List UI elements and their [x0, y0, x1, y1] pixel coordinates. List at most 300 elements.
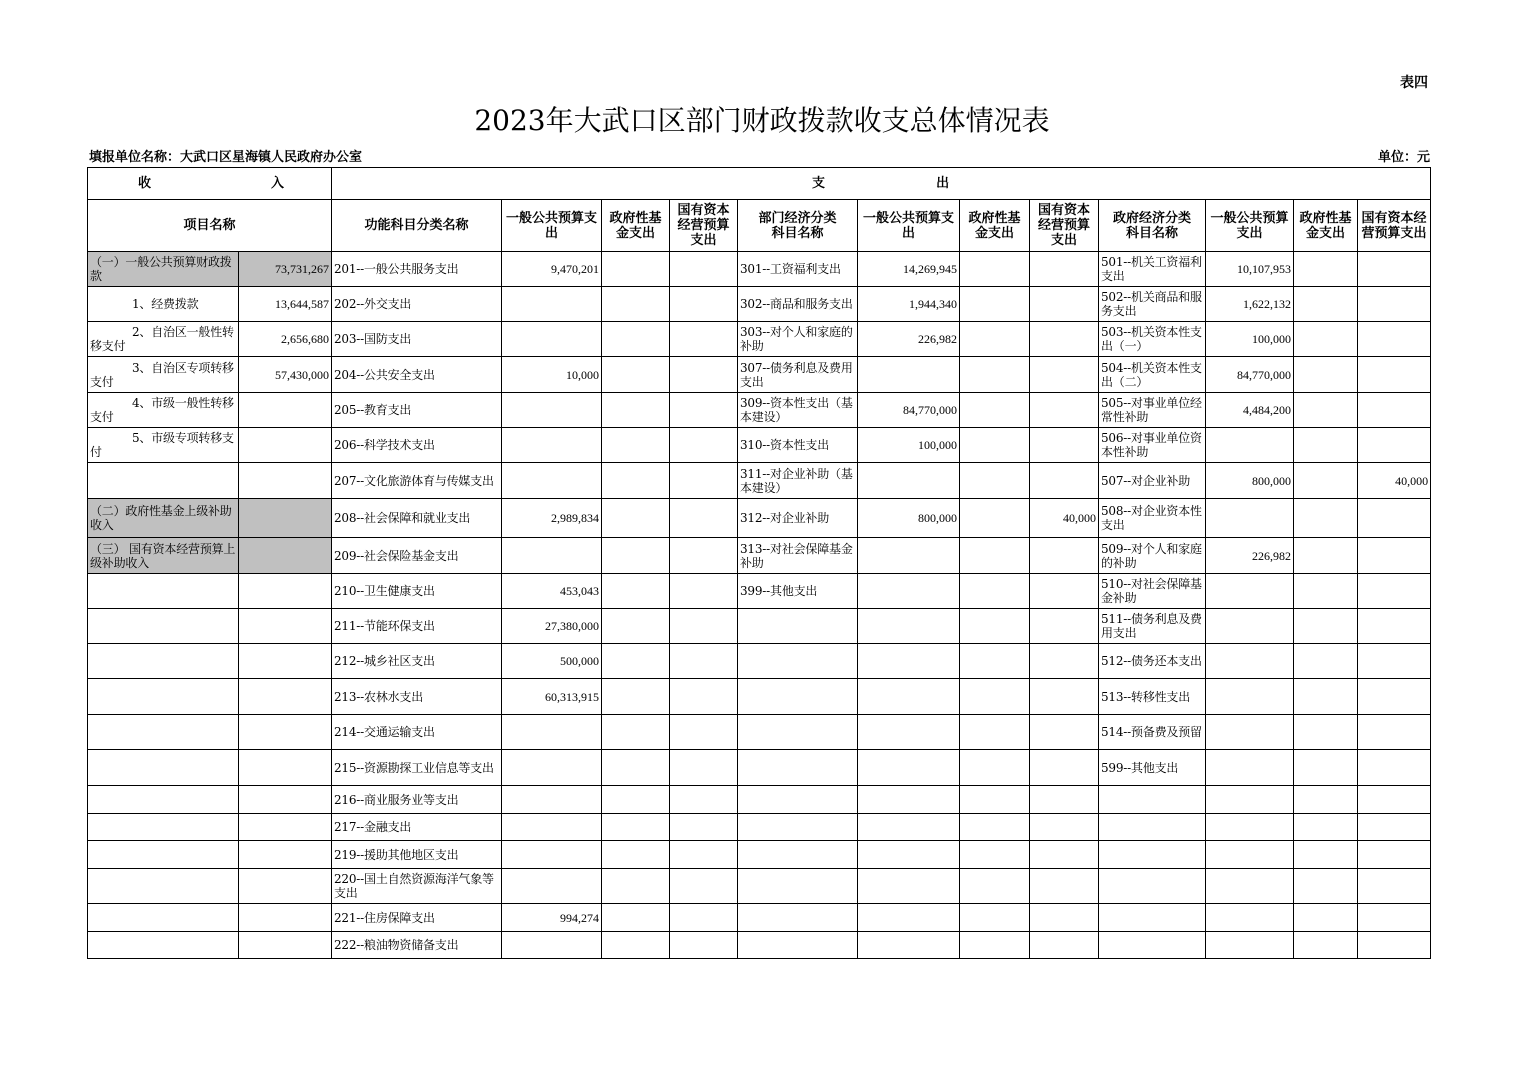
function-soe-budget — [670, 932, 738, 959]
expense-header-char: 支 — [812, 175, 826, 191]
income-item-name — [88, 463, 239, 499]
income-amount — [239, 904, 332, 932]
function-category-name: 201--一般公共服务支出 — [332, 252, 502, 287]
function-general-budget: 27,380,000 — [502, 609, 602, 644]
header-row-columns — [88, 200, 1431, 252]
function-category-name: 212--城乡社区支出 — [332, 644, 502, 679]
expense-header-char: 出 — [936, 175, 950, 191]
income-amount — [239, 499, 332, 538]
function-general-budget — [502, 287, 602, 322]
gov-econ-category-name: 501--机关工资福利支出 — [1099, 252, 1206, 287]
function-general-budget — [502, 786, 602, 814]
col-header-function-general-budget: 一般公共预算支出 — [502, 200, 602, 252]
function-general-budget — [502, 869, 602, 904]
dept-soe-budget — [1030, 932, 1099, 959]
gov-econ-category-name: 505--对事业单位经常性补助 — [1099, 393, 1206, 428]
income-item-name: 1、经费拨款 — [88, 287, 239, 322]
function-gov-fund — [602, 463, 670, 499]
dept-soe-budget — [1030, 538, 1099, 574]
dept-general-budget — [858, 574, 960, 609]
income-item-name — [88, 574, 239, 609]
col-header-dept-general-budget: 一般公共预算支出 — [858, 200, 960, 252]
gov-gov-fund — [1294, 679, 1358, 715]
gov-soe-budget — [1358, 904, 1431, 932]
gov-gov-fund — [1294, 715, 1358, 750]
income-item-name: 4、市级一般性转移支付 — [88, 393, 239, 428]
income-amount — [239, 428, 332, 463]
table-row — [88, 786, 1431, 814]
gov-gov-fund — [1294, 428, 1358, 463]
function-gov-fund — [602, 841, 670, 869]
function-gov-fund — [602, 428, 670, 463]
gov-soe-budget — [1358, 814, 1431, 841]
dept-econ-category-name — [738, 679, 858, 715]
function-category-name: 204--公共安全支出 — [332, 357, 502, 393]
col-header-item-name: 项目名称 — [88, 200, 332, 252]
reporting-unit-name: 填报单位名称：大武口区星海镇人民政府办公室 — [89, 150, 363, 165]
table-row — [88, 393, 1431, 428]
dept-general-budget: 84,770,000 — [858, 393, 960, 428]
gov-econ-category-name: 506--对事业单位资本性补助 — [1099, 428, 1206, 463]
function-general-budget — [502, 841, 602, 869]
function-general-budget: 60,313,915 — [502, 679, 602, 715]
gov-general-budget: 226,982 — [1206, 538, 1294, 574]
function-soe-budget — [670, 538, 738, 574]
table-row — [88, 750, 1431, 786]
gov-econ-category-name: 513--转移性支出 — [1099, 679, 1206, 715]
income-amount: 57,430,000 — [239, 357, 332, 393]
function-soe-budget — [670, 463, 738, 499]
gov-general-budget — [1206, 786, 1294, 814]
table-row — [88, 322, 1431, 357]
dept-general-budget — [858, 869, 960, 904]
income-item-name: （一）一般公共预算财政拨款 — [88, 252, 239, 287]
dept-soe-budget — [1030, 252, 1099, 287]
table-row — [88, 252, 1431, 287]
dept-gov-fund — [960, 463, 1030, 499]
gov-gov-fund — [1294, 463, 1358, 499]
dept-general-budget — [858, 715, 960, 750]
income-item-name: 5、市级专项转移支付 — [88, 428, 239, 463]
dept-gov-fund — [960, 428, 1030, 463]
gov-general-budget: 800,000 — [1206, 463, 1294, 499]
income-amount — [239, 869, 332, 904]
dept-gov-fund — [960, 538, 1030, 574]
function-gov-fund — [602, 869, 670, 904]
function-general-budget: 994,274 — [502, 904, 602, 932]
gov-soe-budget — [1358, 252, 1431, 287]
function-soe-budget — [670, 322, 738, 357]
income-header-char: 收 — [138, 175, 152, 191]
function-gov-fund — [602, 574, 670, 609]
gov-econ-category-name: 511--债务利息及费用支出 — [1099, 609, 1206, 644]
income-item-name — [88, 679, 239, 715]
function-soe-budget — [670, 393, 738, 428]
dept-econ-category-name: 313--对社会保障基金补助 — [738, 538, 858, 574]
income-amount: 13,644,587 — [239, 287, 332, 322]
function-category-name: 217--金融支出 — [332, 814, 502, 841]
gov-soe-budget — [1358, 538, 1431, 574]
function-gov-fund — [602, 750, 670, 786]
table-row — [88, 287, 1431, 322]
table-row — [88, 574, 1431, 609]
currency-unit-label: 单位：元 — [1377, 150, 1430, 165]
income-amount — [239, 538, 332, 574]
gov-soe-budget — [1358, 932, 1431, 959]
dept-econ-category-name — [738, 786, 858, 814]
table-row — [88, 499, 1431, 538]
income-item-name — [88, 609, 239, 644]
dept-gov-fund — [960, 644, 1030, 679]
function-gov-fund — [602, 322, 670, 357]
function-gov-fund — [602, 814, 670, 841]
col-header-function-gov-fund: 政府性基金支出 — [602, 200, 670, 252]
gov-soe-budget — [1358, 428, 1431, 463]
dept-gov-fund — [960, 841, 1030, 869]
dept-gov-fund — [960, 786, 1030, 814]
function-soe-budget — [670, 609, 738, 644]
gov-gov-fund — [1294, 393, 1358, 428]
income-amount — [239, 715, 332, 750]
dept-general-budget: 226,982 — [858, 322, 960, 357]
gov-gov-fund — [1294, 644, 1358, 679]
dept-econ-category-name: 302--商品和服务支出 — [738, 287, 858, 322]
gov-gov-fund — [1294, 538, 1358, 574]
gov-gov-fund — [1294, 252, 1358, 287]
dept-soe-budget — [1030, 393, 1099, 428]
dept-soe-budget — [1030, 814, 1099, 841]
table-row — [88, 932, 1431, 959]
dept-general-budget — [858, 679, 960, 715]
col-header-dept-econ-category: 部门经济分类 科目名称 — [738, 200, 858, 252]
expense-section-header — [332, 168, 1431, 200]
gov-econ-category-name — [1099, 841, 1206, 869]
function-category-name: 208--社会保障和就业支出 — [332, 499, 502, 538]
dept-soe-budget — [1030, 679, 1099, 715]
gov-soe-budget — [1358, 499, 1431, 538]
function-category-name: 203--国防支出 — [332, 322, 502, 357]
dept-soe-budget — [1030, 322, 1099, 357]
header-row-sections — [88, 168, 1431, 200]
gov-gov-fund — [1294, 609, 1358, 644]
function-category-name: 213--农林水支出 — [332, 679, 502, 715]
gov-soe-budget — [1358, 322, 1431, 357]
dept-soe-budget — [1030, 644, 1099, 679]
col-header-dept-gov-fund: 政府性基金支出 — [960, 200, 1030, 252]
budget-table — [87, 167, 1431, 959]
gov-gov-fund — [1294, 287, 1358, 322]
dept-econ-category-name: 309--资本性支出（基本建设） — [738, 393, 858, 428]
dept-gov-fund — [960, 869, 1030, 904]
table-row — [88, 428, 1431, 463]
function-general-budget: 2,989,834 — [502, 499, 602, 538]
dept-econ-category-name — [738, 869, 858, 904]
gov-gov-fund — [1294, 869, 1358, 904]
gov-soe-budget — [1358, 609, 1431, 644]
gov-soe-budget — [1358, 750, 1431, 786]
function-general-budget — [502, 715, 602, 750]
function-soe-budget — [670, 252, 738, 287]
table-row — [88, 814, 1431, 841]
income-item-name: 2、自治区一般性转移支付 — [88, 322, 239, 357]
gov-gov-fund — [1294, 499, 1358, 538]
function-category-name: 210--卫生健康支出 — [332, 574, 502, 609]
dept-econ-category-name — [738, 841, 858, 869]
function-gov-fund — [602, 357, 670, 393]
dept-gov-fund — [960, 715, 1030, 750]
table-number-label: 表四 — [1400, 75, 1428, 91]
dept-gov-fund — [960, 287, 1030, 322]
gov-general-budget: 1,622,132 — [1206, 287, 1294, 322]
function-gov-fund — [602, 609, 670, 644]
function-general-budget — [502, 463, 602, 499]
function-general-budget: 500,000 — [502, 644, 602, 679]
gov-econ-category-name — [1099, 932, 1206, 959]
dept-gov-fund — [960, 679, 1030, 715]
dept-econ-category-name: 311--对企业补助（基本建设） — [738, 463, 858, 499]
gov-general-budget: 100,000 — [1206, 322, 1294, 357]
col-header-gov-general-budget: 一般公共预算支出 — [1206, 200, 1294, 252]
function-general-budget — [502, 932, 602, 959]
function-category-name: 220--国土自然资源海洋气象等支出 — [332, 869, 502, 904]
gov-general-budget — [1206, 715, 1294, 750]
dept-general-budget — [858, 786, 960, 814]
gov-soe-budget — [1358, 679, 1431, 715]
gov-econ-category-name: 502--机关商品和服务支出 — [1099, 287, 1206, 322]
gov-general-budget — [1206, 869, 1294, 904]
function-soe-budget — [670, 679, 738, 715]
gov-soe-budget — [1358, 287, 1431, 322]
gov-econ-category-name: 508--对企业资本性 支出 — [1099, 499, 1206, 538]
dept-econ-category-name: 399--其他支出 — [738, 574, 858, 609]
col-header-function-soe-budget: 国有资本经营预算支出 — [670, 200, 738, 252]
dept-econ-category-name — [738, 814, 858, 841]
function-gov-fund — [602, 679, 670, 715]
dept-general-budget: 14,269,945 — [858, 252, 960, 287]
gov-general-budget — [1206, 499, 1294, 538]
function-general-budget — [502, 428, 602, 463]
income-amount — [239, 932, 332, 959]
gov-gov-fund — [1294, 932, 1358, 959]
function-soe-budget — [670, 841, 738, 869]
table-row — [88, 357, 1431, 393]
gov-gov-fund — [1294, 841, 1358, 869]
gov-econ-category-name — [1099, 786, 1206, 814]
function-category-name: 216--商业服务业等支出 — [332, 786, 502, 814]
income-item-name — [88, 644, 239, 679]
gov-soe-budget — [1358, 393, 1431, 428]
gov-gov-fund — [1294, 814, 1358, 841]
dept-gov-fund — [960, 252, 1030, 287]
function-category-name: 219--援助其他地区支出 — [332, 841, 502, 869]
function-soe-budget — [670, 287, 738, 322]
dept-general-budget — [858, 814, 960, 841]
dept-soe-budget — [1030, 715, 1099, 750]
dept-econ-category-name: 301--工资福利支出 — [738, 252, 858, 287]
function-category-name: 221--住房保障支出 — [332, 904, 502, 932]
function-general-budget: 453,043 — [502, 574, 602, 609]
table-row — [88, 715, 1431, 750]
income-amount — [239, 609, 332, 644]
function-soe-budget — [670, 715, 738, 750]
table-row — [88, 904, 1431, 932]
col-header-dept-soe-budget: 国有资本经营预算支出 — [1030, 200, 1099, 252]
function-category-name: 214--交通运输支出 — [332, 715, 502, 750]
income-amount — [239, 644, 332, 679]
income-amount — [239, 750, 332, 786]
dept-soe-budget — [1030, 786, 1099, 814]
table-row — [88, 679, 1431, 715]
gov-general-budget — [1206, 932, 1294, 959]
function-general-budget — [502, 538, 602, 574]
dept-econ-category-name: 312--对企业补助 — [738, 499, 858, 538]
gov-general-budget — [1206, 841, 1294, 869]
function-category-name: 207--文化旅游体育与传媒支出 — [332, 463, 502, 499]
dept-soe-budget — [1030, 904, 1099, 932]
dept-general-budget — [858, 644, 960, 679]
function-soe-budget — [670, 869, 738, 904]
gov-econ-category-name: 504--机关资本性支出（二） — [1099, 357, 1206, 393]
dept-gov-fund — [960, 393, 1030, 428]
function-gov-fund — [602, 538, 670, 574]
gov-gov-fund — [1294, 574, 1358, 609]
income-item-name — [88, 932, 239, 959]
function-soe-budget — [670, 644, 738, 679]
gov-econ-category-name: 512--债务还本支出 — [1099, 644, 1206, 679]
function-gov-fund — [602, 393, 670, 428]
gov-gov-fund — [1294, 322, 1358, 357]
function-gov-fund — [602, 786, 670, 814]
function-gov-fund — [602, 715, 670, 750]
function-general-budget: 9,470,201 — [502, 252, 602, 287]
function-category-name: 202--外交支出 — [332, 287, 502, 322]
gov-soe-budget — [1358, 786, 1431, 814]
gov-econ-category-name: 510--对社会保障基金补助 — [1099, 574, 1206, 609]
gov-econ-category-name — [1099, 869, 1206, 904]
function-category-name: 205--教育支出 — [332, 393, 502, 428]
table-row — [88, 869, 1431, 904]
function-category-name: 211--节能环保支出 — [332, 609, 502, 644]
dept-soe-budget — [1030, 357, 1099, 393]
income-amount — [239, 786, 332, 814]
income-amount: 73,731,267 — [239, 252, 332, 287]
dept-gov-fund — [960, 357, 1030, 393]
dept-soe-budget — [1030, 463, 1099, 499]
income-item-name — [88, 814, 239, 841]
gov-general-budget — [1206, 574, 1294, 609]
col-header-gov-soe-budget: 国有资本经营预算支出 — [1358, 200, 1431, 252]
income-item-name: （二）政府性基金上级补助收入 — [88, 499, 239, 538]
gov-soe-budget — [1358, 644, 1431, 679]
gov-soe-budget — [1358, 715, 1431, 750]
gov-econ-category-name: 509--对个人和家庭的补助 — [1099, 538, 1206, 574]
income-item-name: （三） 国有资本经营预算上级补助收入 — [88, 538, 239, 574]
function-category-name: 206--科学技术支出 — [332, 428, 502, 463]
col-header-gov-gov-fund: 政府性基金支出 — [1294, 200, 1358, 252]
gov-general-budget — [1206, 814, 1294, 841]
gov-general-budget: 84,770,000 — [1206, 357, 1294, 393]
gov-econ-category-name — [1099, 904, 1206, 932]
income-amount — [239, 574, 332, 609]
col-header-gov-econ-category: 政府经济分类 科目名称 — [1099, 200, 1206, 252]
dept-general-budget — [858, 932, 960, 959]
dept-general-budget — [858, 538, 960, 574]
function-gov-fund — [602, 932, 670, 959]
table-row — [88, 538, 1431, 574]
function-general-budget — [502, 750, 602, 786]
dept-soe-budget — [1030, 869, 1099, 904]
income-header-char: 入 — [270, 175, 284, 191]
dept-soe-budget — [1030, 287, 1099, 322]
dept-general-budget — [858, 357, 960, 393]
budget-table-body — [88, 252, 1431, 959]
gov-general-budget — [1206, 679, 1294, 715]
function-gov-fund — [602, 252, 670, 287]
function-soe-budget — [670, 904, 738, 932]
gov-gov-fund — [1294, 750, 1358, 786]
dept-soe-budget — [1030, 841, 1099, 869]
dept-general-budget: 1,944,340 — [858, 287, 960, 322]
dept-general-budget — [858, 609, 960, 644]
dept-soe-budget — [1030, 609, 1099, 644]
function-category-name: 222--粮油物资储备支出 — [332, 932, 502, 959]
col-header-function-category: 功能科目分类名称 — [332, 200, 502, 252]
income-item-name — [88, 786, 239, 814]
income-amount: 2,656,680 — [239, 322, 332, 357]
dept-soe-budget: 40,000 — [1030, 499, 1099, 538]
gov-soe-budget — [1358, 841, 1431, 869]
dept-soe-budget — [1030, 750, 1099, 786]
function-gov-fund — [602, 499, 670, 538]
function-soe-budget — [670, 574, 738, 609]
dept-econ-category-name — [738, 932, 858, 959]
dept-soe-budget — [1030, 574, 1099, 609]
dept-econ-category-name: 303--对个人和家庭的补助 — [738, 322, 858, 357]
income-section-header — [88, 168, 332, 200]
income-amount — [239, 463, 332, 499]
function-category-name: 215--资源勘探工业信息等支出 — [332, 750, 502, 786]
gov-gov-fund — [1294, 904, 1358, 932]
function-general-budget — [502, 393, 602, 428]
income-item-name — [88, 750, 239, 786]
gov-soe-budget — [1358, 869, 1431, 904]
function-gov-fund — [602, 904, 670, 932]
income-amount — [239, 814, 332, 841]
function-general-budget — [502, 322, 602, 357]
gov-soe-budget — [1358, 574, 1431, 609]
income-item-name — [88, 904, 239, 932]
dept-gov-fund — [960, 322, 1030, 357]
function-soe-budget — [670, 786, 738, 814]
dept-gov-fund — [960, 609, 1030, 644]
gov-soe-budget: 40,000 — [1358, 463, 1431, 499]
gov-gov-fund — [1294, 357, 1358, 393]
dept-econ-category-name — [738, 904, 858, 932]
function-general-budget — [502, 814, 602, 841]
dept-gov-fund — [960, 904, 1030, 932]
gov-gov-fund — [1294, 786, 1358, 814]
income-amount — [239, 841, 332, 869]
function-soe-budget — [670, 428, 738, 463]
dept-gov-fund — [960, 814, 1030, 841]
dept-econ-category-name: 310--资本性支出 — [738, 428, 858, 463]
dept-general-budget — [858, 750, 960, 786]
income-item-name: 3、自治区专项转移支付 — [88, 357, 239, 393]
gov-general-budget: 10,107,953 — [1206, 252, 1294, 287]
function-general-budget: 10,000 — [502, 357, 602, 393]
table-row — [88, 609, 1431, 644]
function-soe-budget — [670, 814, 738, 841]
